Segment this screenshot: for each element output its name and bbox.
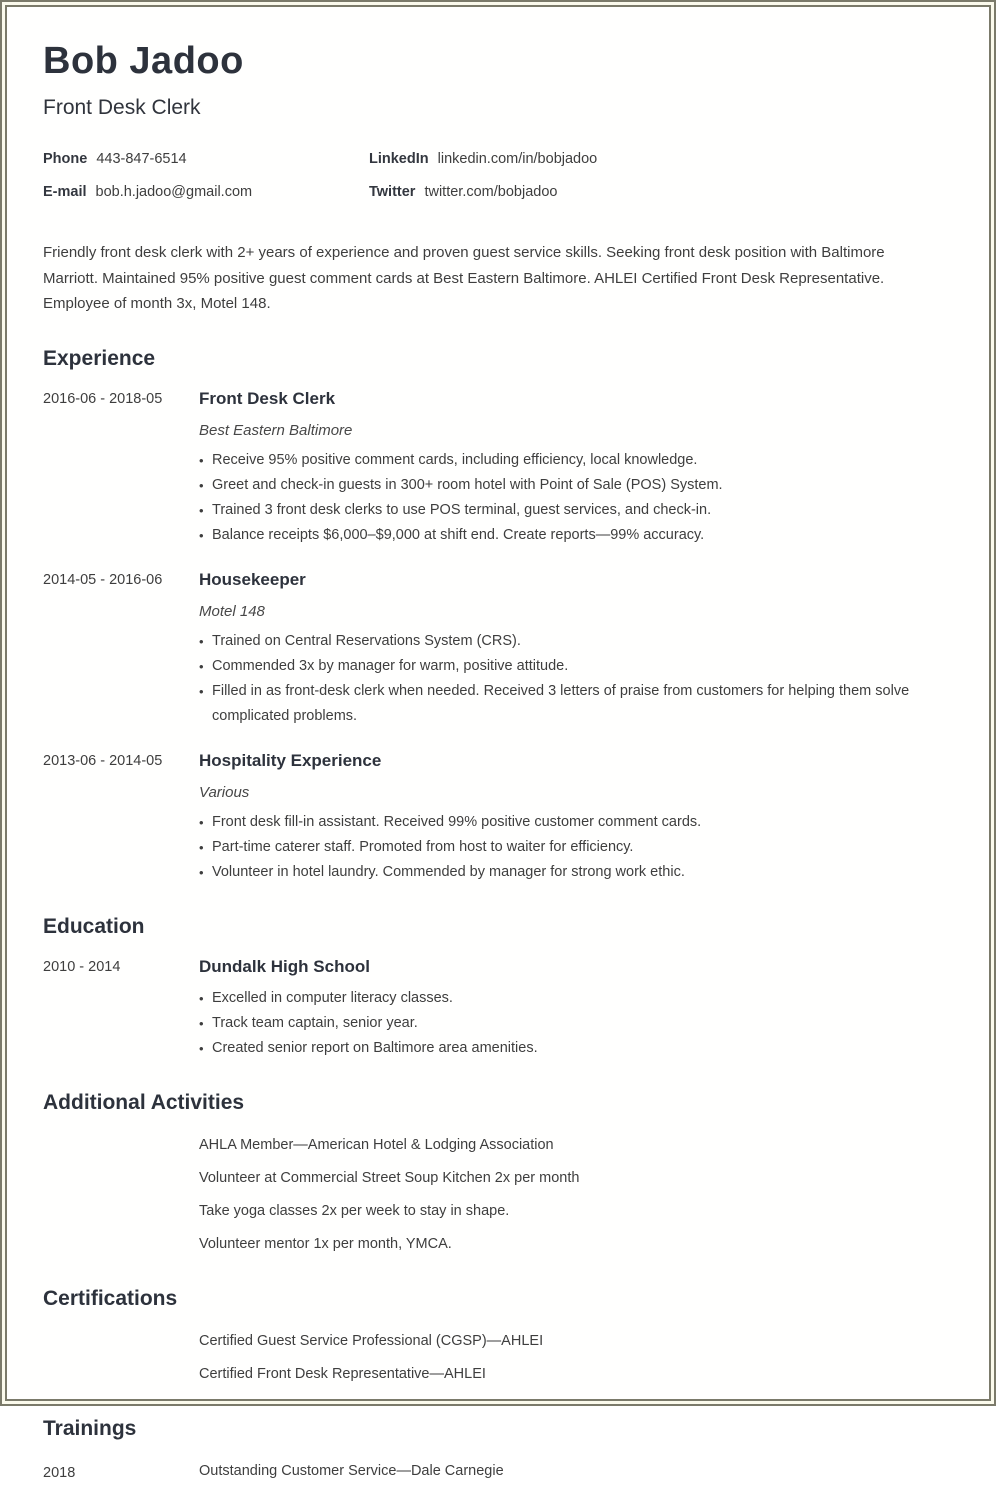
activity-row: [43, 1133, 943, 1158]
training-date: 2018: [43, 1464, 76, 1481]
bullet-item: • Trained 3 front desk clerks to use POS terminal, guest services, and check-in.: [199, 498, 939, 523]
empty-date-cell: [43, 1232, 199, 1257]
experience-entry-front-desk-clerk: [43, 389, 943, 548]
contact-phone-value: 443-847-6514: [96, 151, 187, 167]
education-heading: Education: [43, 914, 145, 938]
contact-phone-label: Phone: [43, 151, 88, 167]
bullet-item: • Receive 95% positive comment cards, including efficiency, local knowledge.: [199, 448, 939, 473]
bullet-item: • Track team captain, senior year.: [199, 1011, 939, 1036]
training-text: Outstanding Customer Service—Dale Carnegie: [199, 1462, 504, 1479]
section-certifications: [43, 1287, 943, 1387]
bullet-item: • Volunteer in hotel laundry. Commended by manager for strong work ethic.: [199, 860, 939, 885]
summary-paragraph: Friendly front desk clerk with 2+ years of experience and proven guest service skills. Seeking front desk position with Baltimore Marriott. Maintained 95% positive guest comment cards at Best Eastern Baltimore. AHLEI Certified Front Desk Representative. Employee of month 3x, Motel 148.: [43, 244, 885, 312]
experience-entry-hospitality: [43, 751, 943, 885]
contact-twitter-label: Twitter: [369, 184, 416, 200]
entry-date: 2013-06 - 2014-05: [43, 752, 163, 769]
entry-body: [199, 570, 943, 729]
section-trainings: [43, 1417, 943, 1486]
contact-email-value: bob.h.jadoo@gmail.com: [95, 184, 253, 200]
empty-date-cell: [43, 1199, 199, 1224]
person-job-title: Front Desk Clerk: [43, 96, 201, 119]
entry-title: Hospitality Experience: [199, 750, 382, 770]
entry-date: 2016-06 - 2018-05: [43, 390, 163, 407]
contact-linkedin-label: LinkedIn: [369, 151, 429, 167]
contact-twitter-value: twitter.com/bobjadoo: [424, 184, 558, 200]
page-frame: [5, 5, 991, 1481]
activity-text: Volunteer at Commercial Street Soup Kitchen 2x per month: [199, 1169, 580, 1186]
entry-date: 2014-05 - 2016-06: [43, 571, 163, 588]
bullet-item: • Trained on Central Reservations System (CRS).: [199, 629, 939, 654]
entry-date: 2010 - 2014: [43, 958, 121, 975]
contact-linkedin-value: linkedin.com/in/bobjadoo: [437, 151, 598, 167]
empty-date-cell: [43, 1362, 199, 1387]
activity-text: Take yoga classes 2x per week to stay in shape.: [199, 1202, 510, 1219]
entry-body: [199, 389, 943, 548]
section-experience: [43, 347, 943, 885]
resume-header: [43, 40, 943, 202]
contact-email: [43, 183, 369, 202]
additional-activities-heading: Additional Activities: [43, 1090, 245, 1114]
certification-text: Certified Front Desk Representative—AHLEI: [199, 1365, 486, 1382]
entry-title: Housekeeper: [199, 569, 306, 589]
contact-info: [43, 150, 943, 202]
entry-title: Front Desk Clerk: [199, 388, 336, 408]
entry-bullets: [199, 448, 943, 548]
entry-body: [199, 957, 943, 1061]
contact-linkedin: [369, 150, 943, 169]
person-name: Bob Jadoo: [43, 40, 244, 82]
section-education: [43, 915, 943, 1061]
empty-date-cell: [43, 1329, 199, 1354]
bullet-item: • Greet and check-in guests in 300+ room hotel with Point of Sale (POS) System.: [199, 473, 939, 498]
contact-phone: [43, 150, 369, 169]
activity-row: [43, 1232, 943, 1257]
contact-twitter: [369, 183, 943, 202]
certification-row: [43, 1362, 943, 1387]
training-row: [43, 1459, 943, 1486]
experience-entry-housekeeper: [43, 570, 943, 729]
bullet-item: • Commended 3x by manager for warm, positive attitude.: [199, 654, 939, 679]
entry-bullets: [199, 810, 943, 885]
activity-row: [43, 1166, 943, 1191]
activity-row: [43, 1199, 943, 1224]
contact-email-label: E-mail: [43, 184, 87, 200]
bullet-item: • Balance receipts $6,000–$9,000 at shift end. Create reports—99% accuracy.: [199, 523, 939, 548]
bullet-item: • Created senior report on Baltimore area amenities.: [199, 1036, 939, 1061]
entry-company: Various: [199, 783, 250, 801]
empty-date-cell: [43, 1166, 199, 1191]
experience-heading: Experience: [43, 346, 156, 370]
empty-date-cell: [43, 1133, 199, 1158]
bullet-item: • Part-time caterer staff. Promoted from host to waiter for efficiency.: [199, 835, 939, 860]
certification-row: [43, 1329, 943, 1354]
entry-company: Best Eastern Baltimore: [199, 421, 353, 439]
entry-body: [199, 751, 943, 885]
certification-text: Certified Guest Service Professional (CGSP)—AHLEI: [199, 1332, 544, 1349]
bullet-item: • Filled in as front-desk clerk when needed. Received 3 letters of praise from customers for helping them solve complicated problems.: [199, 679, 939, 729]
entry-bullets: [199, 986, 943, 1061]
activity-text: Volunteer mentor 1x per month, YMCA.: [199, 1235, 452, 1252]
activity-text: AHLA Member—American Hotel & Lodging Association: [199, 1136, 554, 1153]
entry-bullets: [199, 629, 943, 729]
entry-company: Motel 148: [199, 602, 265, 620]
certifications-heading: Certifications: [43, 1286, 178, 1310]
education-entry-dundalk: [43, 957, 943, 1061]
entry-title: Dundalk High School: [199, 956, 370, 976]
trainings-heading: Trainings: [43, 1416, 137, 1440]
section-additional-activities: [43, 1091, 943, 1257]
bullet-item: • Front desk fill-in assistant. Received 99% positive customer comment cards.: [199, 810, 939, 835]
bullet-item: • Excelled in computer literacy classes.: [199, 986, 939, 1011]
